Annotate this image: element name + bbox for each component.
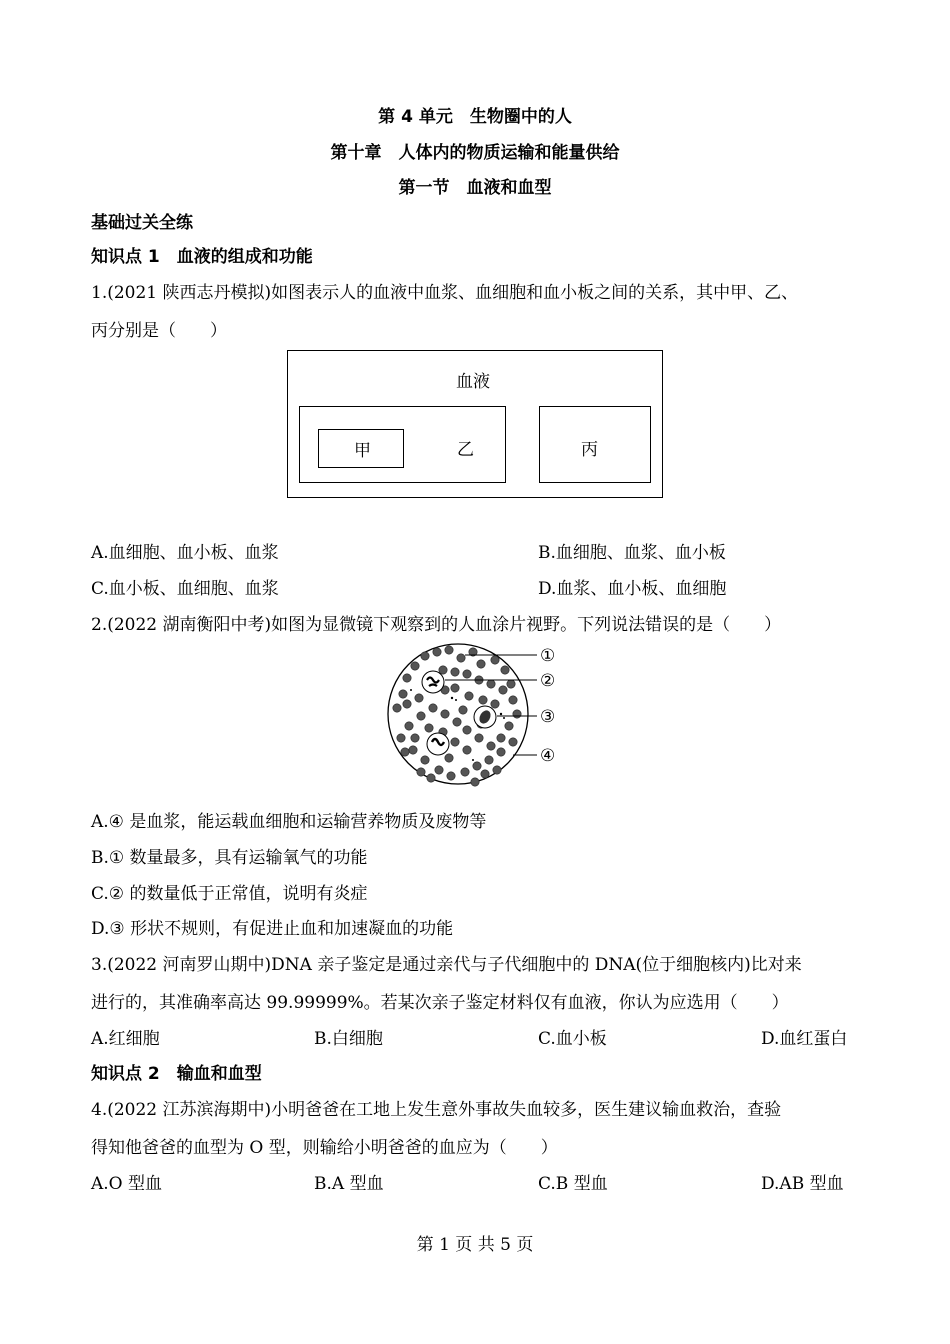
- q4-option-c: C.B 型血: [538, 1174, 608, 1194]
- red-blood-cell: [393, 704, 401, 712]
- red-blood-cell: [461, 768, 469, 776]
- red-blood-cell: [499, 686, 507, 694]
- label-1: ①: [540, 646, 556, 666]
- q1-option-b: B.血细胞、血浆、血小板: [538, 543, 726, 563]
- q3-option-a: A.红细胞: [91, 1029, 160, 1049]
- q1-stem-line1: 1.(2021 陕西志丹模拟)如图表示人的血液中血浆、血细胞和血小板之间的关系，其中甲、乙、: [91, 283, 799, 303]
- jia-box: [318, 429, 404, 468]
- red-blood-cell: [497, 734, 505, 742]
- red-blood-cell: [463, 726, 471, 734]
- label-2: ②: [540, 671, 556, 691]
- red-blood-cell: [473, 762, 481, 770]
- red-blood-cell: [433, 648, 441, 656]
- red-blood-cell: [493, 766, 501, 774]
- q3-option-d: D.血红蛋白: [761, 1029, 848, 1049]
- red-blood-cell: [447, 772, 455, 780]
- red-blood-cell: [471, 778, 479, 786]
- red-blood-cell: [445, 754, 453, 762]
- red-blood-cell: [479, 696, 487, 704]
- red-blood-cell: [401, 748, 409, 756]
- q3-option-c: C.血小板: [538, 1029, 607, 1049]
- red-blood-cell: [421, 652, 429, 660]
- red-blood-cell: [429, 704, 437, 712]
- red-blood-cell: [481, 770, 489, 778]
- red-blood-cell: [477, 660, 485, 668]
- figure-labels: [540, 646, 555, 766]
- red-blood-cell: [397, 734, 405, 742]
- label-4: ④: [540, 746, 556, 766]
- red-blood-cell: [411, 662, 419, 670]
- red-blood-cell: [509, 738, 517, 746]
- practice-heading: 基础过关全练: [91, 213, 193, 233]
- red-blood-cell: [427, 774, 435, 782]
- red-blood-cell: [475, 734, 483, 742]
- yi-label: 乙: [457, 440, 474, 460]
- chapter-title: 第十章 人体内的物质运输和能量供给: [330, 143, 620, 163]
- knowledge-point-2: 知识点 2 输血和血型: [91, 1064, 262, 1084]
- red-blood-cell: [441, 710, 449, 718]
- red-blood-cell: [453, 718, 461, 726]
- red-blood-cell: [417, 712, 425, 720]
- red-blood-cell: [487, 742, 495, 750]
- blood-label: 血液: [456, 372, 490, 392]
- red-blood-cell: [409, 746, 417, 754]
- q3-option-b: B.白细胞: [314, 1029, 383, 1049]
- red-blood-cell: [491, 700, 499, 708]
- q2-option-b: B.① 数量最多，具有运输氧气的功能: [91, 848, 368, 868]
- red-blood-cell: [399, 690, 407, 698]
- red-blood-cell: [497, 748, 505, 756]
- red-blood-cell: [451, 684, 459, 692]
- q2-option-c: C.② 的数量低于正常值，说明有炎症: [91, 884, 368, 904]
- unit-title: 第 4 单元 生物圈中的人: [378, 107, 572, 127]
- red-blood-cell: [451, 738, 459, 746]
- q2-stem: 2.(2022 湖南衡阳中考)如图为显微镜下观察到的人血涂片视野。下列说法错误的是（ ）: [91, 615, 782, 635]
- q1-option-c: C.血小板、血细胞、血浆: [91, 579, 279, 599]
- red-blood-cell: [463, 670, 471, 678]
- page-footer: 第 1 页 共 5 页: [416, 1235, 534, 1255]
- red-blood-cell: [425, 724, 433, 732]
- blood-smear-figure: [385, 642, 570, 788]
- q3-stem-line1: 3.(2022 河南罗山期中)DNA 亲子鉴定是通过亲代与子代细胞中的 DNA(位于细胞核内)比对来: [91, 955, 802, 975]
- bing-label: 丙: [581, 440, 598, 460]
- q1-stem-line2: 丙分别是（ ）: [91, 321, 227, 341]
- red-blood-cell: [403, 674, 411, 682]
- knowledge-point-1: 知识点 1 血液的组成和功能: [91, 247, 313, 267]
- q4-option-a: A.O 型血: [91, 1174, 163, 1194]
- red-blood-cell: [411, 734, 419, 742]
- q3-stem-line2: 进行的，其准确率高达 99.99999%。若某次亲子鉴定材料仅有血液，你认为应选用（ ）: [91, 993, 789, 1013]
- label-3: ③: [540, 707, 556, 727]
- q1-option-a: A.血细胞、血小板、血浆: [91, 543, 279, 563]
- red-blood-cell: [417, 768, 425, 776]
- red-blood-cell: [487, 680, 495, 688]
- red-blood-cell: [451, 668, 459, 676]
- q2-option-d: D.③ 形状不规则，有促进止血和加速凝血的功能: [91, 919, 454, 939]
- red-blood-cell: [435, 766, 443, 774]
- q2-option-a: A.④ 是血浆，能运载血细胞和运输营养物质及废物等: [91, 812, 487, 832]
- red-blood-cell: [507, 680, 515, 688]
- white-blood-cell: [422, 671, 444, 693]
- red-blood-cell: [403, 700, 411, 708]
- red-blood-cell: [445, 646, 453, 654]
- q4-option-d: D.AB 型血: [761, 1174, 844, 1194]
- red-blood-cell: [415, 694, 423, 702]
- jia-label: 甲: [354, 441, 371, 461]
- red-blood-cell: [465, 692, 473, 700]
- red-blood-cell: [457, 654, 465, 662]
- q4-stem-line1: 4.(2022 江苏滨海期中)小明爸爸在工地上发生意外事故失血较多，医生建议输血救治，查验: [91, 1100, 782, 1120]
- bing-box: [539, 406, 651, 483]
- red-blood-cell: [421, 756, 429, 764]
- red-blood-cell: [505, 722, 513, 730]
- red-blood-cell: [491, 656, 499, 664]
- red-blood-cell: [501, 666, 509, 674]
- red-blood-cell: [405, 722, 413, 730]
- q4-stem-line2: 得知他爸爸的血型为 O 型，则输给小明爸爸的血应为（ ）: [91, 1138, 558, 1158]
- q1-option-d: D.血浆、血小板、血细胞: [538, 579, 727, 599]
- red-blood-cell: [509, 696, 517, 704]
- red-blood-cell: [485, 756, 493, 764]
- microscope-field: [388, 644, 528, 784]
- red-blood-cell: [459, 706, 467, 714]
- section-title: 第一节 血液和血型: [398, 178, 552, 198]
- red-blood-cell: [463, 746, 471, 754]
- q4-option-b: B.A 型血: [314, 1174, 384, 1194]
- red-blood-cell: [513, 710, 521, 718]
